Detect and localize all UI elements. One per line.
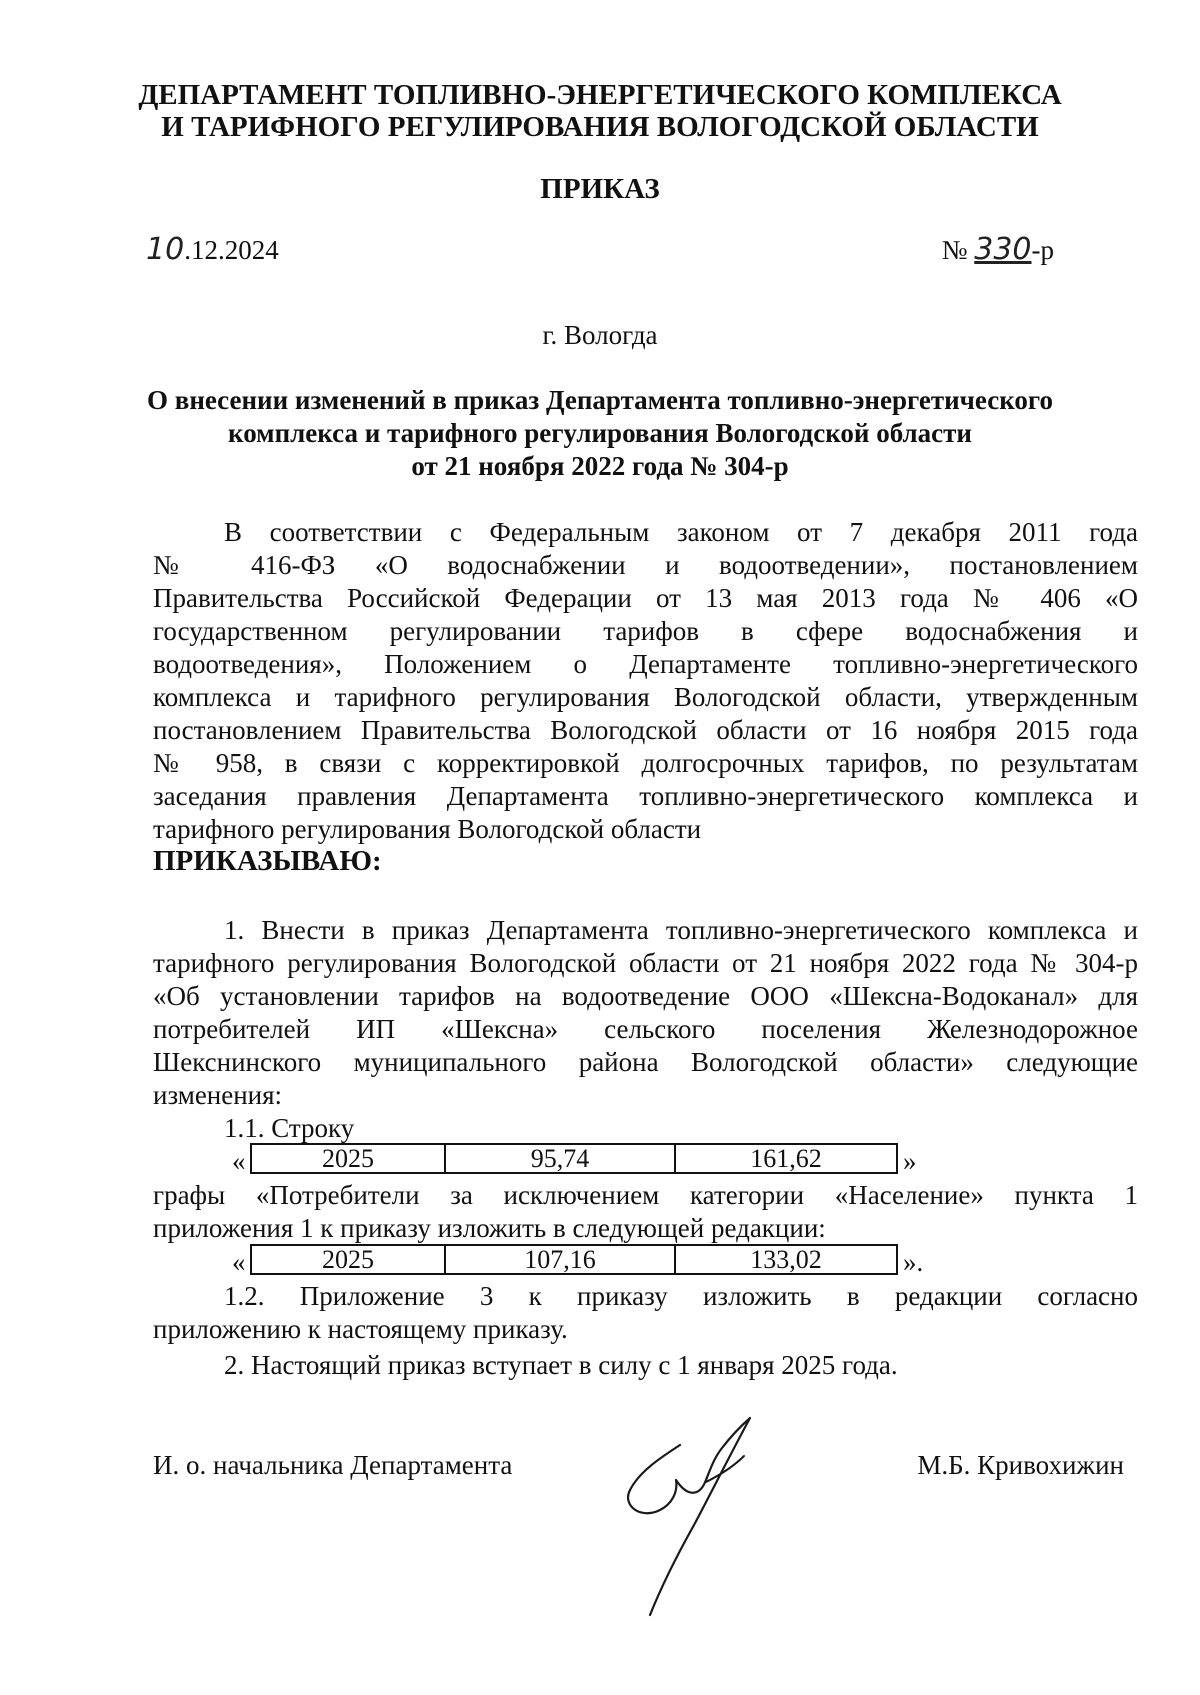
item2-line: 2. Настоящий приказ вступает в силу с 1 января 2025 года.	[224, 1350, 898, 1380]
table-cell-value: 95,74	[445, 1144, 675, 1173]
signatory-name: М.Б. Кривохижин	[917, 1450, 1124, 1480]
item1-line: тарифного регулирования Вологодской области от 21 ноября 2022 года № 304-р	[153, 948, 1138, 978]
table-cell-value: 107,16	[445, 1245, 675, 1274]
document-date	[146, 232, 279, 267]
subject-line1: О внесении изменений в приказ Департамента топливно-энергетического	[146, 385, 1053, 415]
department-title-line1: ДЕПАРТАМЕНТ ТОПЛИВНО-ЭНЕРГЕТИЧЕСКОГО КОМПЛЕКСА	[138, 79, 1062, 111]
table-cell-year: 2025	[251, 1144, 445, 1173]
subject-line2: комплекса и тарифного регулирования Вологодской области	[228, 418, 972, 448]
preamble-line: В соответствии с Федеральным законом от 7 декабря 2011 года	[224, 517, 1138, 547]
subject-line3: от 21 ноября 2022 года № 304-р	[411, 451, 789, 481]
order-word: ПРИКАЗЫВАЮ:	[153, 845, 382, 877]
date-rest: .12.2024	[184, 235, 279, 265]
number-suffix: -р	[1031, 235, 1054, 265]
department-title-line2: И ТАРИФНОГО РЕГУЛИРОВАНИЯ ВОЛОГОДСКОЙ ОБЛАСТИ	[161, 111, 1039, 143]
number-prefix: №	[941, 235, 968, 265]
preamble-line: № 958, в связи с корректировкой долгосрочных тарифов, по результатам	[153, 748, 1138, 778]
new-tariff-row-table	[250, 1244, 898, 1275]
table-cell-value: 161,62	[675, 1144, 897, 1173]
open-quote: «	[232, 1247, 246, 1277]
item1-1-label: 1.1. Строку	[224, 1113, 355, 1143]
document-number	[942, 232, 1054, 267]
open-quote: «	[232, 1146, 246, 1176]
preamble-line: Правительства Российской Федерации от 13 мая 2013 года № 406 «О	[153, 583, 1138, 613]
preamble-line: тарифного регулирования Вологодской области	[153, 814, 702, 844]
item1-2-line2: приложению к настоящему приказу.	[153, 1314, 568, 1344]
old-tariff-row-table	[250, 1143, 898, 1174]
item1-1-text-line1: графы «Потребители за исключением категории «Население» пункта 1	[153, 1180, 1138, 1210]
item1-line: потребителей ИП «Шексна» сельского поселения Железнодорожное	[153, 1014, 1138, 1044]
table-cell-year: 2025	[251, 1245, 445, 1274]
item1-2-line1: 1.2. Приложение 3 к приказу изложить в редакции согласно	[224, 1281, 1138, 1311]
preamble-line: государственном регулировании тарифов в сфере водоснабжения и	[153, 616, 1138, 646]
item1-line: 1. Внести в приказ Департамента топливно-энергетического комплекса и	[224, 915, 1138, 945]
item1-line: «Об установлении тарифов на водоотведение ООО «Шексна-Водоканал» для	[153, 981, 1138, 1011]
number-value-handwritten: 330	[974, 232, 1032, 267]
preamble-line: заседания правления Департамента топливно-энергетического комплекса и	[153, 781, 1138, 811]
table-row	[251, 1144, 897, 1173]
item1-line: Шекснинского муниципального района Вологодской области» следующие	[153, 1047, 1138, 1077]
handwritten-signature	[610, 1410, 780, 1620]
date-day-handwritten: 10	[146, 232, 185, 267]
close-quote-period: ».	[903, 1247, 924, 1277]
preamble-line: постановлением Правительства Вологодской области от 16 ноября 2015 года	[153, 715, 1138, 745]
preamble-line: комплекса и тарифного регулирования Вологодской области, утвержденным	[153, 682, 1138, 712]
preamble-line: водоотведения», Положением о Департаменте топливно-энергетического	[153, 649, 1138, 679]
document-type: ПРИКАЗ	[540, 173, 660, 205]
signatory-position: И. о. начальника Департамента	[153, 1450, 513, 1480]
item1-line: изменения:	[153, 1080, 283, 1110]
item1-1-text-line2: приложения 1 к приказу изложить в следующей редакции:	[153, 1213, 826, 1243]
table-cell-value: 133,02	[675, 1245, 897, 1274]
city: г. Вологда	[542, 320, 658, 350]
preamble-line: № 416-ФЗ «О водоснабжении и водоотведении», постановлением	[153, 550, 1138, 580]
table-row	[251, 1245, 897, 1274]
close-quote: »	[903, 1146, 917, 1176]
